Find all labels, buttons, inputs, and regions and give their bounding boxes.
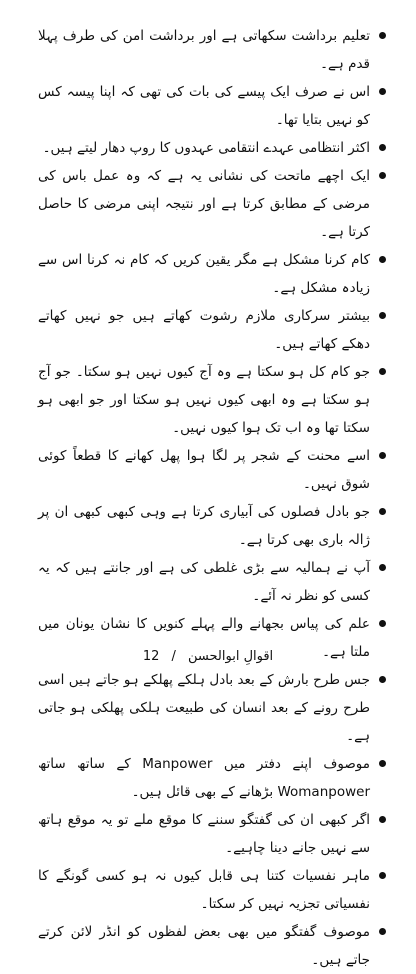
- list-item: [38, 358, 386, 442]
- bullet-icon: [379, 676, 386, 683]
- bullet-icon: [379, 88, 386, 95]
- item-text: آپ نے ہمالیہ سے بڑی غلطی کی ہے اور جانتے ہیں کہ یہ کسی کو نظر نہ آئے۔: [38, 560, 370, 604]
- list-item: [38, 442, 386, 498]
- list-item: [38, 862, 386, 918]
- bullet-icon: [379, 928, 386, 935]
- bullet-icon: [379, 760, 386, 767]
- page-footer: [0, 649, 416, 664]
- bullet-icon: [379, 312, 386, 319]
- bullet-icon: [379, 172, 386, 179]
- bullet-icon: [379, 564, 386, 571]
- item-text: اکثر انتظامی عہدے انتقامی عہدوں کا روپ دھار لیتے ہیں۔: [42, 140, 370, 156]
- item-text: جو کام کل ہو سکتا ہے وہ آج کیوں نہیں ہو سکتا۔ جو آج ہو سکتا ہے وہ ابھی کیوں نہیں ہو سکتا اور جو ابھی ہو سکتا تھا وہ اب تک ہوا کیوں نہیں۔: [38, 364, 370, 436]
- list-item: [38, 666, 386, 750]
- item-text: موصوف گفتگو میں بھی بعض لفظوں کو انڈر لائن کرتے جاتے ہیں۔: [38, 924, 370, 968]
- bullet-icon: [379, 368, 386, 375]
- list-item: [38, 302, 386, 358]
- bullet-icon: [379, 452, 386, 459]
- bullet-icon: [379, 256, 386, 263]
- bullet-icon: [379, 144, 386, 151]
- list-item: [38, 246, 386, 302]
- bullet-icon: [379, 32, 386, 39]
- item-text: موصوف اپنے دفتر میں Manpower کے ساتھ ساتھ Womanpower بڑھانے کے بھی قائل ہیں۔: [38, 756, 370, 800]
- bullet-icon: [379, 816, 386, 823]
- list-item: [38, 806, 386, 862]
- list-item: [38, 78, 386, 134]
- list-item: [38, 162, 386, 246]
- item-text: ماہر نفسیات کتنا ہی قابل کیوں نہ ہو کسی گونگے کا نفسیاتی تجزیہ نہیں کر سکتا۔: [38, 868, 370, 912]
- item-text: علم کی پیاس بجھانے والے پہلے کنویں کا نشان یونان میں ملتا ہے۔: [38, 616, 370, 660]
- aphorism-list: [38, 22, 386, 974]
- footer-separator: /: [171, 649, 176, 664]
- item-text: جو بادل فصلوں کی آبیاری کرتا ہے وہی کبھی کبھی ان پر ژالہ باری بھی کرتا ہے۔: [38, 504, 370, 548]
- list-item: [38, 498, 386, 554]
- list-item: [38, 750, 386, 806]
- list-item: [38, 554, 386, 610]
- item-text: اسے محنت کے شجر پر لگا ہوا پھل کھانے کا قطعاً کوئی شوق نہیں۔: [38, 448, 370, 492]
- item-text: اگر کبھی ان کی گفتگو سننے کا موقع ملے تو یہ موقع ہاتھ سے نہیں جانے دینا چاہیے۔: [38, 812, 370, 856]
- list-item: [38, 918, 386, 974]
- item-text: کام کرنا مشکل ہے مگر یقین کریں کہ کام نہ کرنا اس سے زیادہ مشکل ہے۔: [38, 252, 370, 296]
- list-item: [38, 134, 386, 162]
- list-item: [38, 22, 386, 78]
- item-text: جس طرح بارش کے بعد بادل ہلکے پھلکے ہو جاتے ہیں اسی طرح رونے کے بعد انسان کی طبیعت ہلکی پھلکی ہو جاتی ہے۔: [38, 672, 370, 744]
- item-text: تعلیم برداشت سکھاتی ہے اور برداشت امن کی طرف پہلا قدم ہے۔: [38, 28, 370, 72]
- item-text: بیشتر سرکاری ملازم رشوت کھاتے ہیں جو نہیں کھاتے دھکے کھاتے ہیں۔: [38, 308, 370, 352]
- item-text: ایک اچھے ماتحت کی نشانی یہ ہے کہ وہ عمل باس کی مرضی کے مطابق کرتا ہے اور نتیجہ اپنی مرضی کا حاصل کرتا ہے۔: [38, 168, 370, 240]
- page-number: 12: [142, 649, 160, 664]
- book-title: اقوالِ ابوالحسن: [188, 649, 274, 664]
- bullet-icon: [379, 620, 386, 627]
- bullet-icon: [379, 508, 386, 515]
- bullet-icon: [379, 872, 386, 879]
- item-text: اس نے صرف ایک پیسے کی بات کی تھی کہ اپنا پیسہ کس کو نہیں بتایا تھا۔: [38, 84, 370, 128]
